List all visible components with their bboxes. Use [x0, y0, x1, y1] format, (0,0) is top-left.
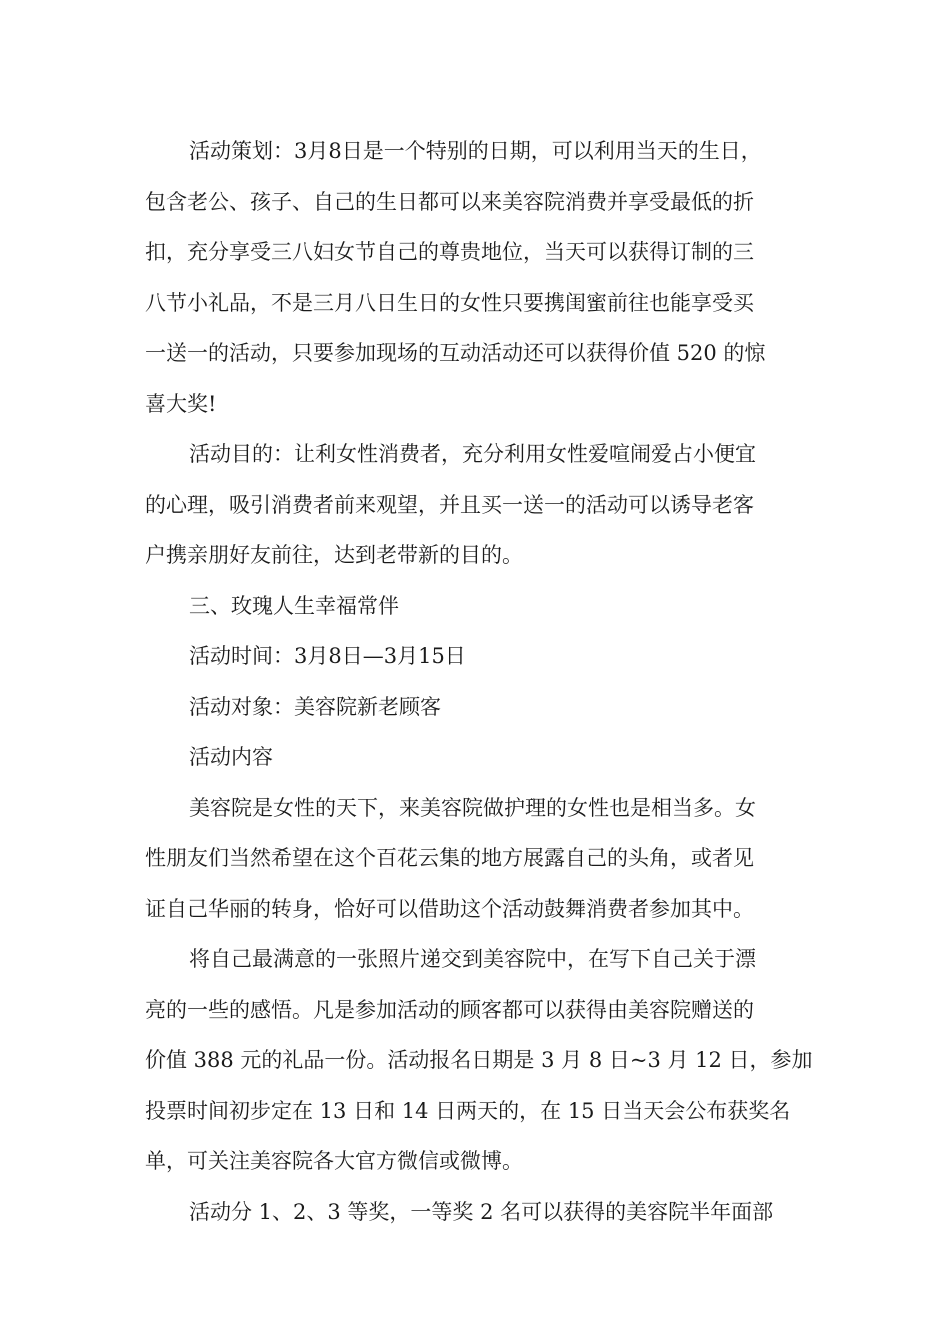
- text-line: 证自己华丽的转身，恰好可以借助这个活动鼓舞消费者参加其中。: [145, 896, 754, 921]
- text-line: 包含老公、孩子、自己的生日都可以来美容院消费并享受最低的折: [145, 189, 754, 214]
- paragraph: [145, 682, 817, 733]
- text-line: 扣，充分享受三八妇女节自己的尊贵地位，当天可以获得订制的三: [145, 240, 754, 264]
- paragraph: [145, 783, 817, 935]
- text-line: 活动策划：3月8日是一个特别的日期，可以利用当天的生日，: [189, 139, 762, 163]
- text-line: 三、玫瑰人生幸福常伴: [189, 593, 399, 618]
- paragraph: [145, 732, 817, 783]
- text-line: 投票时间初步定在 13 日和 14 日两天的，在 15 日当天会公布获奖名: [145, 1098, 791, 1123]
- text-line: 将自己最满意的一张照片递交到美容院中，在写下自己关于漂: [189, 947, 756, 971]
- text-line: 活动目的：让利女性消费者，充分利用女性爱喧闹爱占小便宜: [189, 442, 756, 466]
- paragraph: [145, 429, 817, 581]
- text-line: 亮的一些的感悟。凡是参加活动的顾客都可以获得由美容院赠送的: [145, 997, 754, 1022]
- text-line: 活动时间：3月8日—3月15日: [189, 644, 466, 668]
- paragraph: [145, 126, 817, 429]
- text-line: 喜大奖!: [145, 391, 217, 416]
- document-body: [145, 126, 817, 1237]
- text-line: 单，可关注美容院各大官方微信或微博。: [145, 1149, 523, 1173]
- paragraph: [145, 934, 817, 1187]
- text-line: 活动分 1、2、3 等奖，一等奖 2 名可以获得的美容院半年面部: [189, 1199, 774, 1224]
- text-line: 的心理，吸引消费者前来观望，并且买一送一的活动可以诱导老客: [145, 492, 754, 517]
- paragraph: [145, 581, 817, 632]
- paragraph: [145, 1187, 817, 1238]
- text-line: 户携亲朋好友前往，达到老带新的目的。: [145, 543, 523, 567]
- text-line: 八节小礼品，不是三月八日生日的女性只要携闺蜜前往也能享受买: [145, 290, 754, 315]
- text-line: 性朋友们当然希望在这个百花云集的地方展露自己的头角，或者见: [145, 846, 754, 870]
- text-line: 美容院是女性的天下，来美容院做护理的女性也是相当多。女: [189, 795, 756, 820]
- paragraph: [145, 631, 817, 682]
- text-line: 活动对象：美容院新老顾客: [189, 694, 441, 719]
- text-line: 一送一的活动，只要参加现场的互动活动还可以获得价值 520 的惊: [145, 341, 766, 365]
- text-line: 活动内容: [189, 745, 273, 769]
- text-line: 价值 388 元的礼品一份。活动报名日期是 3 月 8 日~3 月 12 日，参加: [145, 1048, 813, 1072]
